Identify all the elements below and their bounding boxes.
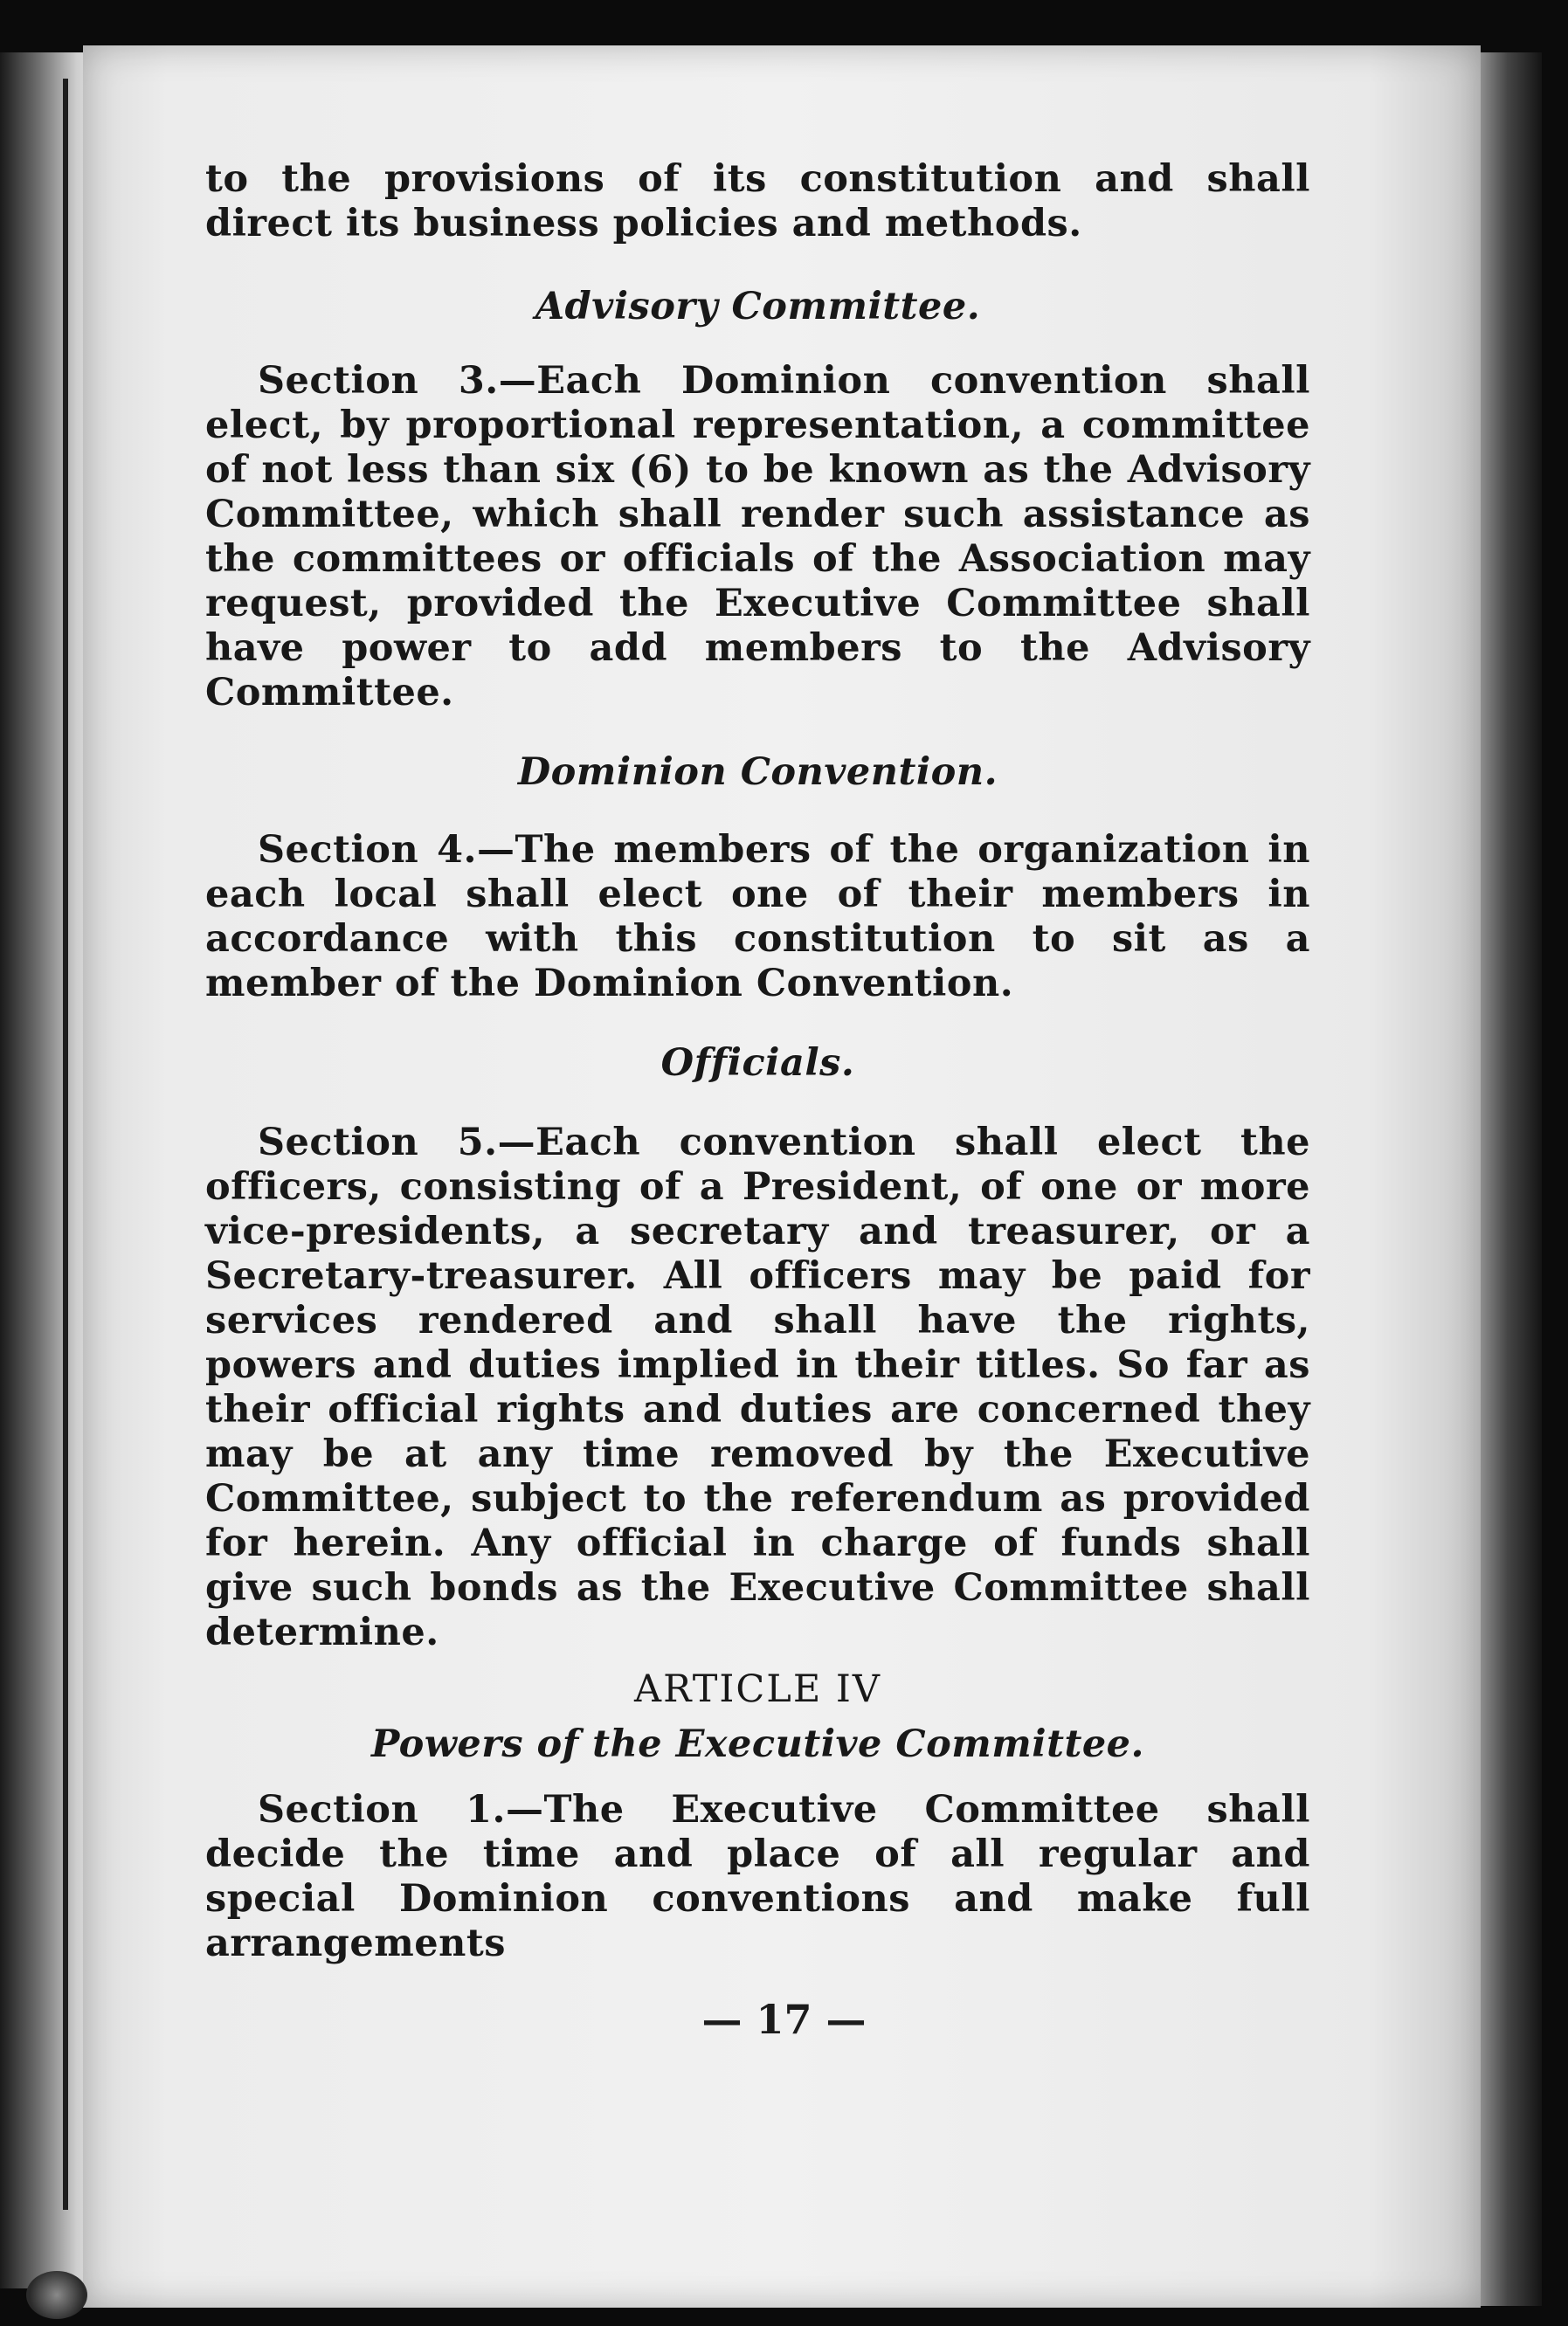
section-3-paragraph: Section 3.—Each Dominion convention shall elect, by proportional representation, a committee of not less than six (6) to be known as the Advisory Committee, which shall render such assistance as the committees or officials of the Association may request, provided the Executive Committee shall have power to add members to the Advisory Committee. xyxy=(205,359,1310,714)
section-4-paragraph: Section 4.—The members of the organization in each local shall elect one of their members in accordance with this constitution to sit as a member of the Dominion Convention. xyxy=(205,828,1310,1005)
right-page-edge xyxy=(1481,52,1542,2306)
section-heading-advisory-committee: Advisory Committee. xyxy=(535,285,981,328)
continuation-paragraph: to the provisions of its constitution and shall direct its business policies and methods. xyxy=(205,157,1310,245)
article-section-1-paragraph: Section 1.—The Executive Committee shall decide the time and place of all regular and special Dominion conventions and make full arrangements xyxy=(205,1788,1310,1965)
binding-thread xyxy=(63,79,68,2210)
section-heading-dominion-convention: Dominion Convention. xyxy=(517,750,998,794)
article-title: ARTICLE IV xyxy=(634,1667,881,1711)
section-heading-officials: Officials. xyxy=(660,1041,855,1085)
corner-stamp xyxy=(26,2271,87,2319)
left-page-spine xyxy=(0,52,96,2288)
section-5-paragraph: Section 5.—Each convention shall elect the officers, consisting of a President, of one or more vice-presidents, a secretary and treasurer, or a Secretary-treasurer. All officers may be paid for services rendered and shall have the rights, powers and duties implied in their titles. So far as their official rights and duties are concerned they may be at any time removed by the Executive Committee, subject to the referendum as provided for herein. Any official in charge of funds shall give such bonds as the Executive Committee shall determine. xyxy=(205,1121,1310,1654)
page-number: — 17 — xyxy=(701,1996,867,2043)
page-text xyxy=(205,157,1310,1966)
article-heading-powers: Powers of the Executive Committee. xyxy=(370,1722,1145,1766)
